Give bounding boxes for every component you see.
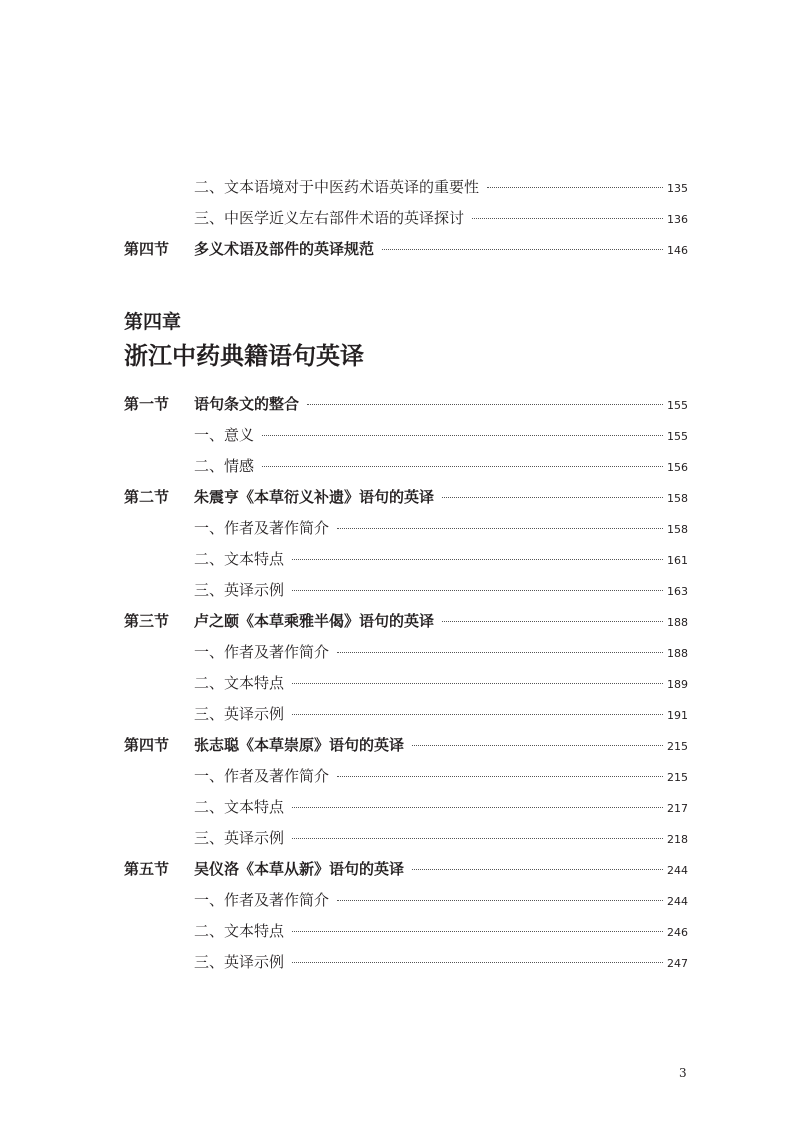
toc-entry-page: 244	[667, 895, 688, 908]
toc-entry-title: 二、文本特点	[194, 674, 285, 692]
toc-section-title: 语句条文的整合	[194, 395, 300, 413]
toc-entry-page: 188	[667, 647, 688, 660]
toc-section-title: 卢之颐《本草乘雅半偈》语句的英译	[194, 612, 435, 630]
dot-leader	[472, 217, 663, 219]
toc-entry-title: 二、文本特点	[194, 922, 285, 940]
toc-entry-title: 二、文本特点	[194, 550, 285, 568]
toc-entry-page: 155	[667, 430, 688, 443]
dot-leader	[292, 837, 663, 839]
toc-section-title: 吴仪洛《本草从新》语句的英译	[194, 860, 405, 878]
dot-leader	[292, 806, 663, 808]
toc-entry[interactable]	[194, 704, 688, 726]
toc-section-page: 146	[667, 244, 688, 257]
toc-entry-title: 二、情感	[194, 457, 255, 475]
toc-entry-title: 一、作者及著作简介	[194, 643, 330, 661]
dot-leader	[292, 713, 663, 715]
toc-entry-page: 156	[667, 461, 688, 474]
toc-section-title: 多义术语及部件的英译规范	[194, 240, 375, 258]
dot-leader	[337, 775, 663, 777]
toc-entry-title: 三、英译示例	[194, 829, 285, 847]
dot-leader	[337, 527, 663, 529]
page-number: 3	[679, 1066, 687, 1080]
chapter-title: 浙江中药典籍语句英译	[124, 342, 364, 370]
toc-entry-page: 218	[667, 833, 688, 846]
toc-entry-title: 一、作者及著作简介	[194, 891, 330, 909]
toc-section-title: 朱震亨《本草衍义补遗》语句的英译	[194, 488, 435, 506]
dot-leader	[382, 248, 663, 250]
dot-leader	[412, 868, 663, 870]
toc-entry[interactable]	[194, 766, 688, 788]
toc-entry-page: 191	[667, 709, 688, 722]
toc-section[interactable]	[124, 611, 688, 633]
dot-leader	[262, 465, 663, 467]
toc-section-label: 第四节	[124, 736, 170, 754]
dot-leader	[337, 651, 663, 653]
toc-entry[interactable]	[194, 425, 688, 447]
dot-leader	[292, 961, 663, 963]
toc-entry-title: 三、中医学近义左右部件术语的英译探讨	[194, 209, 465, 227]
toc-entry[interactable]	[194, 797, 688, 819]
toc-entry-page: 163	[667, 585, 688, 598]
toc-entry[interactable]	[194, 549, 688, 571]
dot-leader	[292, 589, 663, 591]
toc-entry[interactable]	[194, 921, 688, 943]
toc-entry-page: 161	[667, 554, 688, 567]
toc-entry-page: 158	[667, 523, 688, 536]
dot-leader	[487, 186, 663, 188]
toc-section[interactable]	[124, 394, 688, 416]
toc-section-page: 158	[667, 492, 688, 505]
toc-entry[interactable]	[194, 673, 688, 695]
toc-entry-page: 136	[667, 213, 688, 226]
toc-entry[interactable]	[194, 890, 688, 912]
toc-section-label: 第五节	[124, 860, 170, 878]
toc-entry[interactable]	[194, 828, 688, 850]
toc-entry-page: 247	[667, 957, 688, 970]
dot-leader	[442, 620, 663, 622]
toc-section[interactable]	[124, 735, 688, 757]
toc-section-label: 第一节	[124, 395, 170, 413]
dot-leader	[337, 899, 663, 901]
toc-entry[interactable]	[194, 952, 688, 974]
toc-section-page: 155	[667, 399, 688, 412]
toc-entry[interactable]	[194, 642, 688, 664]
toc-entry[interactable]	[194, 518, 688, 540]
dot-leader	[442, 496, 663, 498]
dot-leader	[292, 558, 663, 560]
toc-section-page: 215	[667, 740, 688, 753]
toc-entry-title: 一、作者及著作简介	[194, 767, 330, 785]
toc-entry-title: 二、文本特点	[194, 798, 285, 816]
dot-leader	[307, 403, 663, 405]
toc-entry-page: 189	[667, 678, 688, 691]
toc-entry-title: 三、英译示例	[194, 953, 285, 971]
toc-section[interactable]	[124, 239, 688, 261]
toc-entry[interactable]	[194, 208, 688, 230]
toc-entry-page: 135	[667, 182, 688, 195]
toc-section-label: 第三节	[124, 612, 170, 630]
toc-section[interactable]	[124, 859, 688, 881]
chapter-label: 第四章	[124, 311, 182, 333]
toc-entry-title: 二、文本语境对于中医药术语英译的重要性	[194, 178, 480, 196]
toc-entry-page: 217	[667, 802, 688, 815]
toc-entry-title: 一、作者及著作简介	[194, 519, 330, 537]
toc-entry[interactable]	[194, 580, 688, 602]
toc-entry-title: 三、英译示例	[194, 705, 285, 723]
toc-section-label: 第四节	[124, 240, 170, 258]
toc-entry-title: 三、英译示例	[194, 581, 285, 599]
toc-entry-title: 一、意义	[194, 426, 255, 444]
toc-entry[interactable]	[194, 456, 688, 478]
toc-section-title: 张志聪《本草崇原》语句的英译	[194, 736, 405, 754]
dot-leader	[292, 930, 663, 932]
toc-section-page: 188	[667, 616, 688, 629]
toc-entry-page: 215	[667, 771, 688, 784]
toc-section-label: 第二节	[124, 488, 170, 506]
dot-leader	[262, 434, 663, 436]
toc-section-page: 244	[667, 864, 688, 877]
toc-entry[interactable]	[194, 177, 688, 199]
dot-leader	[412, 744, 663, 746]
toc-entry-page: 246	[667, 926, 688, 939]
toc-section[interactable]	[124, 487, 688, 509]
dot-leader	[292, 682, 663, 684]
